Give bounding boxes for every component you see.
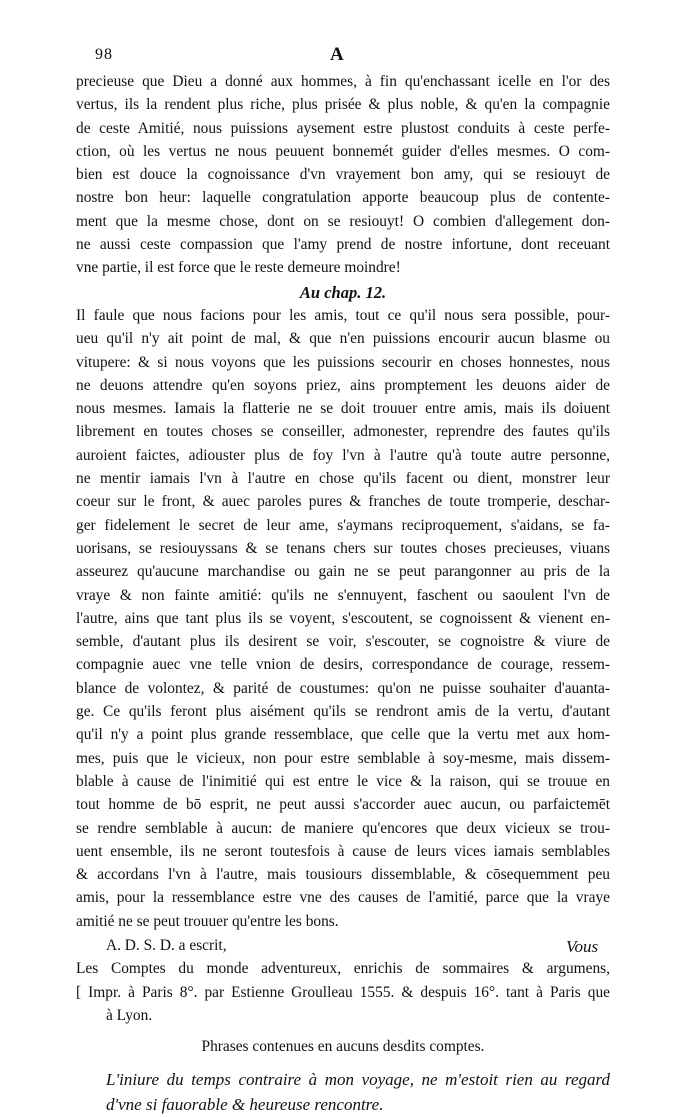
quote-line: d'vne si fauorable & heureuse rencontre. bbox=[106, 1095, 384, 1115]
text-line: vne partie, il est force que le reste demeure moindre! bbox=[76, 259, 401, 277]
text-line: uorisans, se resiouyssans & se tenans chers sur toutes choses precieuses, viuans bbox=[76, 539, 610, 557]
text-line: blable à cause de l'inimitié qui est entre le vice & la raison, qui se trouue en bbox=[76, 772, 610, 790]
text-line: de ceste Amitié, nous puissions aysement estre plustost conduits à ceste perfe- bbox=[76, 119, 610, 137]
source-line: à Lyon. bbox=[106, 1006, 153, 1024]
text-line: Il faule que nous facions pour les amis, tout ce qu'il nous sera possible, pour- bbox=[76, 306, 610, 324]
text-line: se rendre semblable à aucun: de maniere qu'encores que deux vicieux se trou- bbox=[76, 819, 610, 837]
text-line: asseurez qu'aucune marchandise ou gain ne se peut parangonner au pris de la bbox=[76, 563, 610, 581]
text-line: qu'il n'y a point plus grande ressemblace, que celle que la vertu met aux hom- bbox=[76, 726, 610, 744]
text-line: ge. Ce qu'ils feront plus aisément qu'ils se rendront amis de la vertu, d'autant bbox=[76, 703, 610, 721]
phrases-heading: Phrases contenues en aucuns desdits comptes. bbox=[201, 1038, 485, 1056]
text-line: ne mentir iamais l'vn à l'autre en chose qu'ils facent ou dient, monstrer leur bbox=[76, 470, 610, 488]
text-line: amitié ne se peut trouuer qu'entre les bons. bbox=[76, 912, 339, 930]
source-line: Les Comptes du monde adventureux, enrichis de sommaires & argumens, bbox=[76, 960, 610, 978]
catchword: Vous bbox=[566, 937, 599, 956]
text-line: amis, pour la ressemblance estre vne des causes de l'amitié, parce que la vraye bbox=[76, 889, 610, 907]
paragraph-one bbox=[76, 70, 610, 280]
body-text bbox=[76, 70, 610, 1117]
source-line: [ Impr. à Paris 8°. par Estienne Groulleau 1555. & despuis 16°. tant à Paris que bbox=[76, 983, 610, 1001]
text-line: uent ensemble, ils ne seront toutesfois à cause de leurs vices iamais semblables bbox=[76, 842, 610, 860]
text-line: semble, d'autant plus ils desirent se voir, s'escouter, se cognoistre & viure de bbox=[76, 633, 610, 651]
text-line: ueu qu'il n'y ait point de mal, & que n'en puissions encourir aucun blasme ou bbox=[76, 330, 610, 348]
text-line: nostre bon heur: laquelle congratulation apporte beaucoup plus de contente- bbox=[76, 189, 610, 207]
paragraph-two bbox=[76, 304, 610, 933]
page-number: 98 bbox=[95, 46, 113, 63]
quote-line: L'iniure du temps contraire à mon voyage, ne m'estoit rien au regard bbox=[106, 1070, 610, 1090]
text-line: bien est douce la cognoissance d'vn vrayement bon amy, qui se resiouyt de bbox=[76, 166, 610, 184]
source-attribution: A. D. S. D. a escrit, bbox=[106, 936, 227, 954]
text-line: vertus, ils la rendent plus riche, plus prisée & plus noble, & qu'en la compagnie bbox=[76, 96, 610, 114]
text-line: auroient faictes, adiouster plus de foy l'vn à l'autre qu'à toute autre personne, bbox=[76, 446, 610, 464]
text-line: nous mesmes. Iamais la flatterie ne se doit trouuer entre amis, mais ils doiuent bbox=[76, 400, 610, 418]
text-line: ction, où les vertus ne nous peuuent bonnemét guider d'elles mesmes. O com- bbox=[76, 142, 610, 160]
text-line: & accordans l'vn à l'autre, mais tousiours dissemblable, & cōsequemment peu bbox=[76, 866, 610, 884]
text-line: tout homme de bō esprit, ne peut aussi s'accorder auec aucun, ou parfaictemēt bbox=[76, 796, 610, 814]
chapter-heading: Au chap. 12. bbox=[299, 282, 387, 302]
signature-mark: A bbox=[330, 44, 344, 65]
text-line: compagnie auec vne telle vnion de desirs, correspondance de courage, ressem- bbox=[76, 656, 610, 674]
source-citation bbox=[76, 934, 610, 1058]
italic-quote bbox=[76, 1067, 610, 1117]
text-line: ne deuons attendre qu'en soyons priez, ains promptement les deuons aider de bbox=[76, 376, 610, 394]
text-line: ger fidelement le secret de leur ame, s'aymans reciproquement, s'aidans, se fa- bbox=[76, 516, 610, 534]
text-line: ment que la mesme chose, dont on se resiouyt! O combien d'allegement don- bbox=[76, 212, 610, 230]
text-line: precieuse que Dieu a donné aux hommes, à fin qu'enchassant icelle en l'or des bbox=[76, 73, 610, 90]
text-line: vitupere: & si nous voyons que les puissions secourir en choses honnestes, nous bbox=[76, 353, 610, 371]
text-line: blance de volontez, & parité de coustumes: qu'on ne puisse souhaiter d'auanta- bbox=[76, 679, 610, 697]
text-line: librement en toutes choses se conseiller, admonester, reprendre des fautes qu'ils bbox=[76, 423, 610, 441]
text-line: coeur sur le front, & auec paroles pures & franches de toute tromperie, deschar- bbox=[76, 493, 610, 511]
text-line: vraye & non fainte amitié: qu'ils ne s'ennuyent, faschent ou saoulent l'vn de bbox=[76, 586, 610, 604]
text-line: ne aussi ceste compassion que l'amy prend de nostre infortune, dont receuant bbox=[76, 236, 610, 254]
text-line: l'autre, ains que tant plus ils se voyent, s'escoutent, se cognoissent & vienent en- bbox=[76, 609, 610, 627]
text-line: mes, puis que le vicieux, non pour estre semblable à soy-mesme, mais dissem- bbox=[76, 749, 610, 767]
